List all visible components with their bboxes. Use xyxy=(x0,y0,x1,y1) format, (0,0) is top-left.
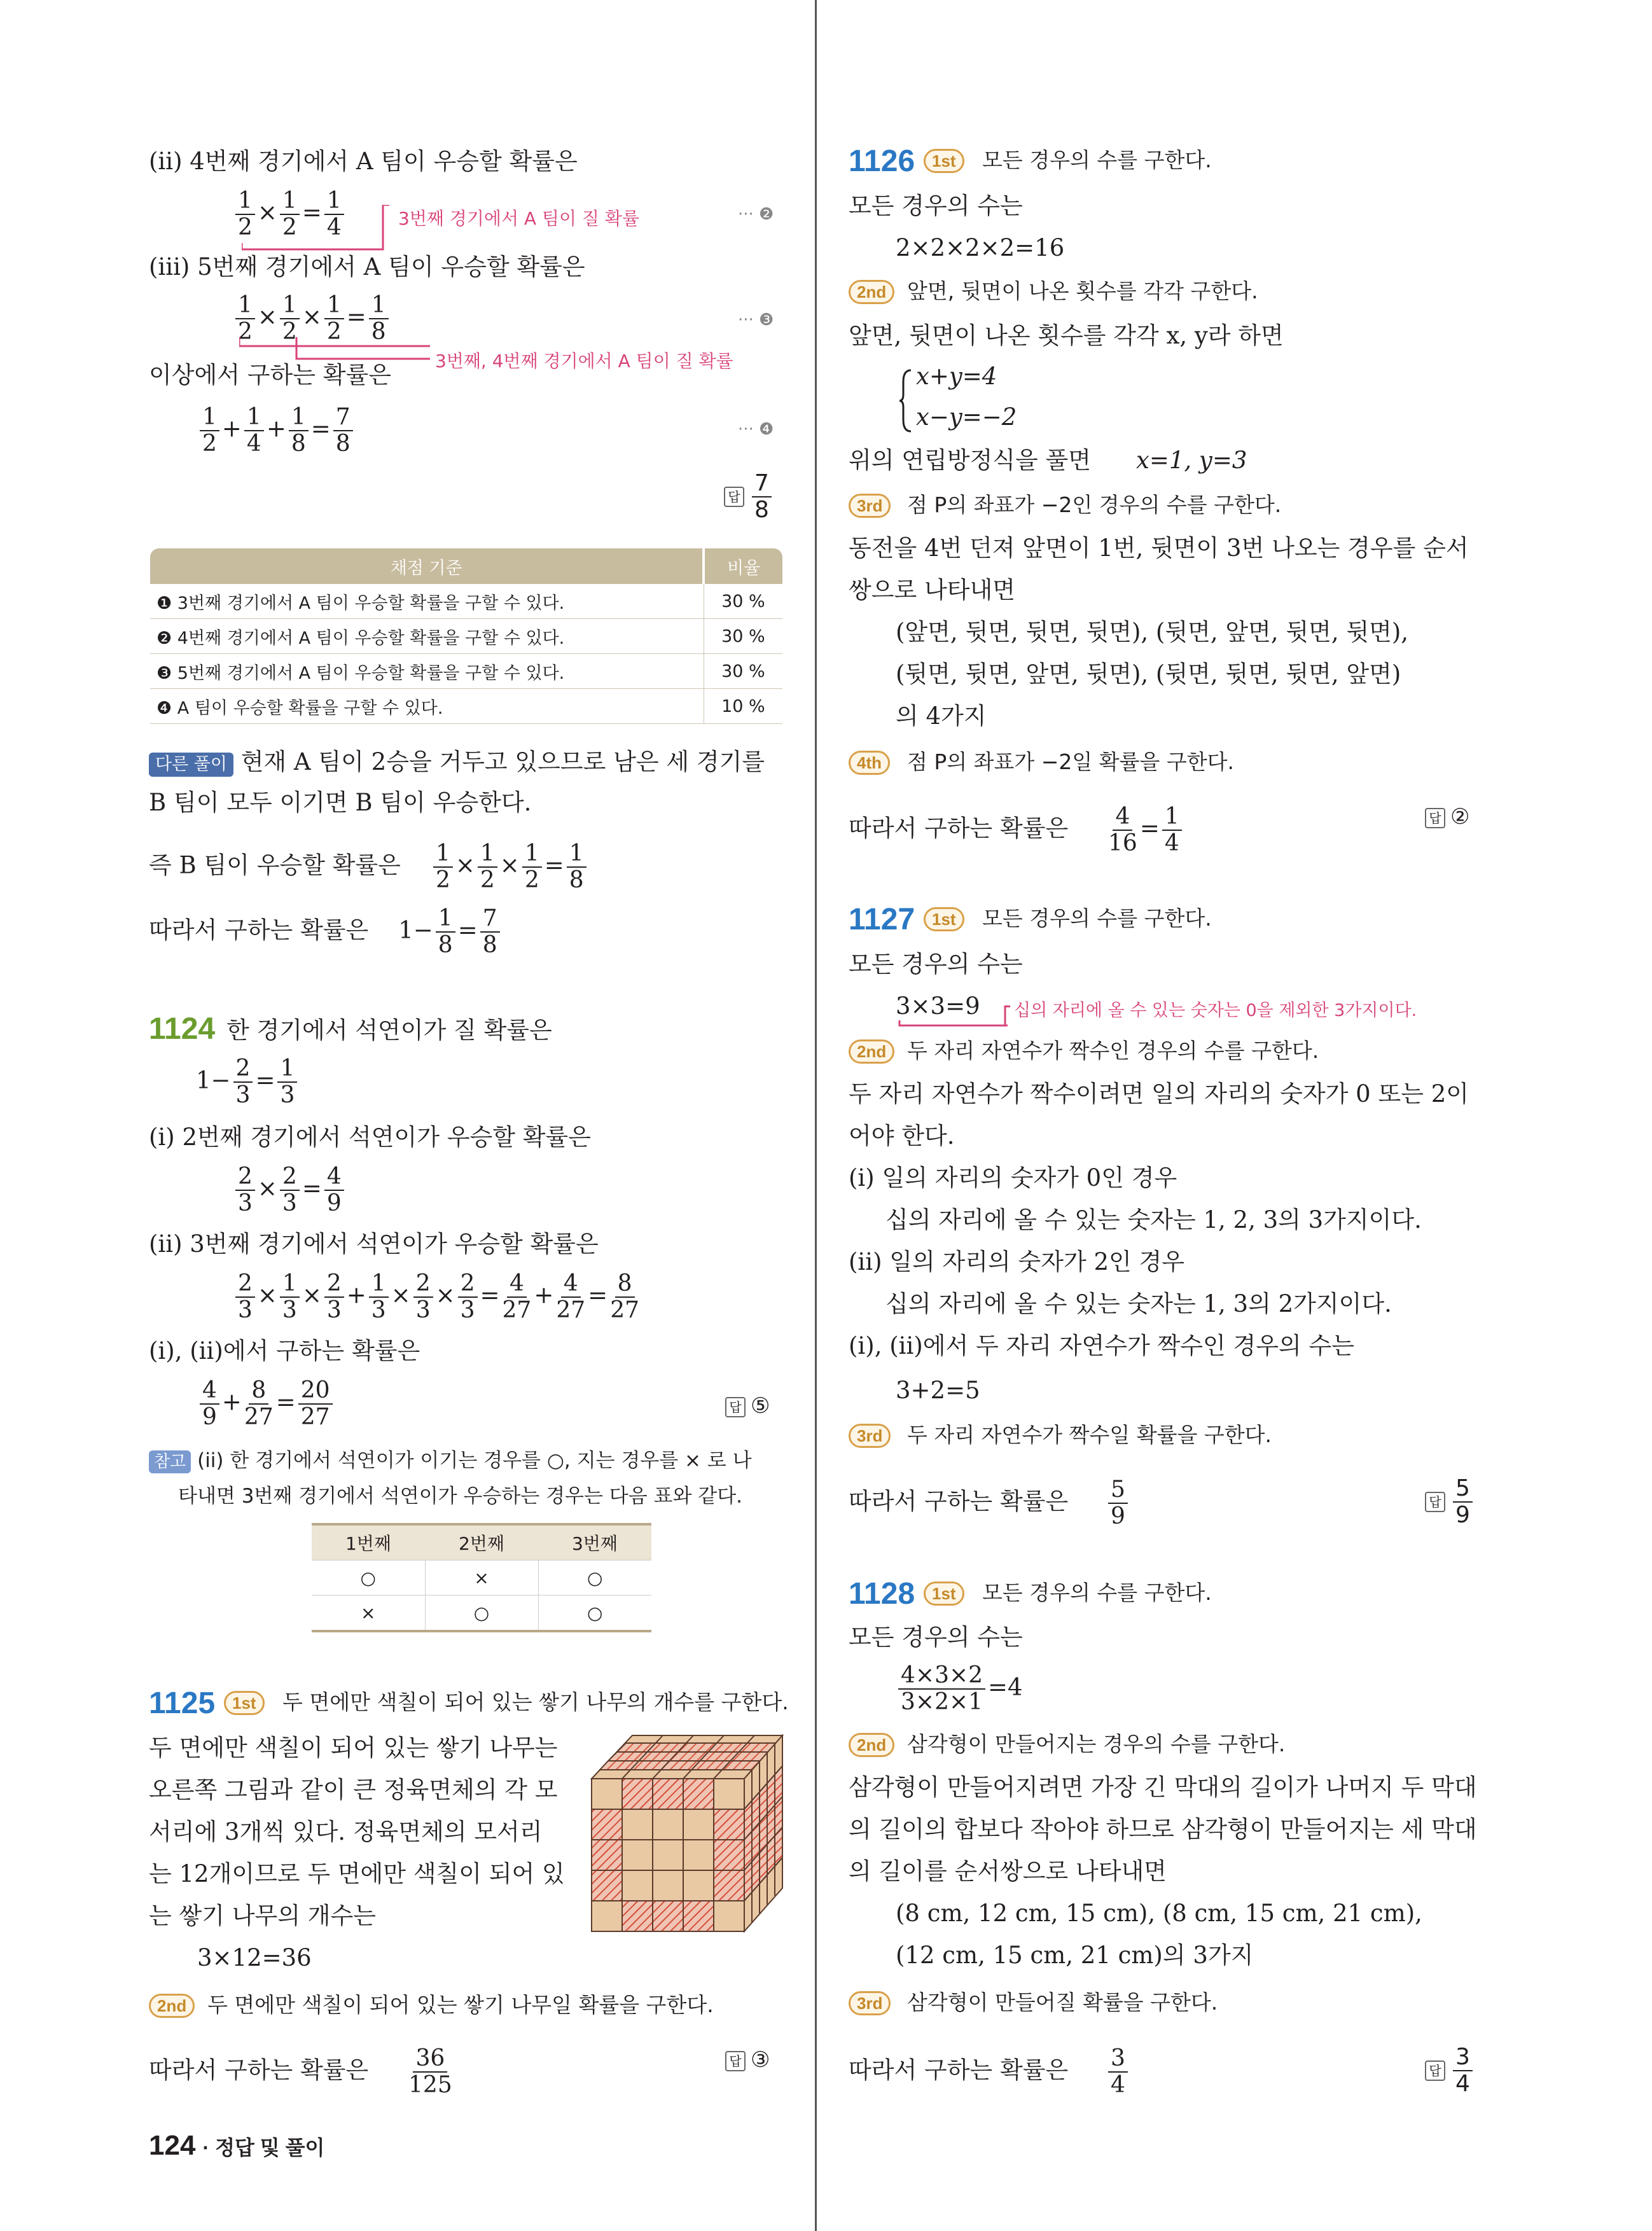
step-tag: 3rd xyxy=(849,1991,891,2015)
problem-number: 1128 xyxy=(849,1577,915,1611)
step-tag: 2nd xyxy=(849,1733,894,1757)
text-line: (iii) 5번째 경기에서 A 팀이 우승할 확률은 xyxy=(149,253,585,281)
alt-solution-line: 다른 풀이 현재 A 팀이 2승을 거두고 있으므로 남은 세 경기를 xyxy=(149,748,765,777)
step-title: 앞면, 뒷면이 나온 횟수를 각각 구한다. xyxy=(907,279,1258,303)
footer-label: · 정답 및 풀이 xyxy=(202,2136,325,2159)
text-line: 의 길이를 순서쌍으로 나타내면 xyxy=(849,1858,1167,1885)
step-title: 두 면에만 색칠이 되어 있는 쌓기 나무의 개수를 구한다. xyxy=(282,1690,789,1714)
text-line: (ii) 4번째 경기에서 A 팀이 우승할 확률은 xyxy=(149,148,578,175)
step-tag: 3rd xyxy=(849,494,891,518)
alt-solution-badge: 다른 풀이 xyxy=(149,753,233,777)
equation: 3×3=9 xyxy=(896,992,980,1020)
equation: $\frac{4\times 3\times 2}{3\times 2\times 1}$ =4 xyxy=(896,1663,1023,1715)
step-tag: 1st xyxy=(924,149,964,173)
criteria-row: ❸ 5번째 경기에서 A 팀이 우승할 확률을 구할 수 있다. xyxy=(150,654,704,689)
annotation-note: 3번째, 4번째 경기에서 A 팀이 질 확률 xyxy=(435,351,733,372)
text-line: 십의 자리에 올 수 있는 숫자는 1, 2, 3의 3가지이다. xyxy=(885,1206,1422,1234)
text-line: 따라서 구하는 확률은 $\frac{4}{16}$ = $\frac{1}{4}$ xyxy=(849,804,1184,856)
step-marker: ··· ❹ xyxy=(738,420,774,439)
step-tag: 4th xyxy=(849,751,890,775)
text-line: 삼각형이 만들어지려면 가장 긴 막대의 길이가 나머지 두 막대 xyxy=(849,1774,1477,1801)
step-tag: 1st xyxy=(224,1691,265,1715)
text-line: (앞면, 뒷면, 뒷면, 뒷면), (뒷면, 앞면, 뒷면, 뒷면), xyxy=(896,618,1409,646)
annotation-note: 3번째 경기에서 A 팀이 질 확률 xyxy=(398,208,639,229)
answer-icon: 답 xyxy=(1425,2061,1445,2081)
text-line: 십의 자리에 올 수 있는 숫자는 1, 3의 2가지이다. xyxy=(885,1290,1392,1317)
reference-badge: 참고 xyxy=(149,1450,191,1473)
step-title: 점 P의 좌표가 −2인 경우의 수를 구한다. xyxy=(907,492,1282,517)
text-line: 의 길이의 합보다 작아야 하므로 삼각형이 만들어지는 세 막대 xyxy=(849,1816,1477,1843)
criteria-head: 채점 기준 xyxy=(150,548,704,584)
answer: 답 $\frac{7}{8}$ xyxy=(724,471,774,523)
text-line: 모든 경우의 수는 xyxy=(849,1623,1023,1651)
step-tag: 1st xyxy=(924,907,964,931)
answer: 답 ⑤ xyxy=(725,1393,770,1419)
step-title: 모든 경우의 수를 구한다. xyxy=(982,1580,1212,1605)
annotation-bracket xyxy=(242,205,394,256)
equation: 2×2×2×2=16 xyxy=(896,234,1065,261)
answer-icon: 답 xyxy=(725,2051,746,2071)
text-line: (i), (ii)에서 두 자리 자연수가 짝수인 경우의 수는 xyxy=(849,1332,1354,1359)
text-line: 는 쌓기 나무의 개수는 xyxy=(149,1902,376,1929)
text-line: 서리에 3개씩 있다. 정육면체의 모서리 xyxy=(149,1818,543,1845)
step-title: 모든 경우의 수를 구한다. xyxy=(982,148,1212,172)
equation: 3×12=36 xyxy=(197,1944,312,1971)
text-line: (뒷면, 뒷면, 앞면, 뒷면), (뒷면, 뒷면, 뒷면, 앞면) xyxy=(896,660,1401,688)
answer: 답 $\frac{3}{4}$ xyxy=(1425,2045,1475,2097)
step-tag: 1st xyxy=(924,1581,964,1606)
text-line: 쌍으로 나타내면 xyxy=(849,576,1015,604)
equation: $\frac{2}{3}$ × $\frac{2}{3}$ = $\frac{4}{9}$ xyxy=(233,1164,347,1216)
text-line: 즉 B 팀이 우승할 확률은 $\frac{1}{2}$ × $\frac{1}{2}$ × $\frac{1}{2}$ = $\frac{1}{8}$ xyxy=(149,841,589,893)
step-title: 두 자리 자연수가 짝수일 확률을 구한다. xyxy=(907,1422,1272,1447)
annotation-note: 십의 자리에 올 수 있는 숫자는 0을 제외한 3가지이다. xyxy=(1014,1001,1417,1020)
text-line: (i) 일의 자리의 숫자가 0인 경우 xyxy=(849,1164,1177,1192)
answer-icon: 답 xyxy=(725,1397,746,1417)
text-line: 어야 한다. xyxy=(849,1122,955,1150)
criteria-row: ❹ A 팀이 우승할 확률을 구할 수 있다. xyxy=(150,689,704,724)
equation: $\frac{4}{9}$ + $\frac{8}{27}$ = $\frac{20}{27}$ xyxy=(197,1378,335,1430)
column-divider xyxy=(815,0,817,2231)
equation: 1− $\frac{2}{3}$ = $\frac{1}{3}$ xyxy=(196,1056,300,1108)
equation: x−y=−2 xyxy=(916,403,1017,431)
text-line: 따라서 구하는 확률은 $\frac{36}{125}$ xyxy=(149,2045,452,2098)
step-marker: ··· ❷ xyxy=(738,205,774,224)
step-title: 점 P의 좌표가 −2일 확률을 구한다. xyxy=(907,749,1235,774)
text-line: B 팀이 모두 이기면 B 팀이 우승한다. xyxy=(149,789,532,816)
step-title: 두 면에만 색칠이 되어 있는 쌓기 나무일 확률을 구한다. xyxy=(207,1992,714,2017)
text-line: (8 cm, 12 cm, 15 cm), (8 cm, 15 cm, 21 cm), xyxy=(896,1900,1422,1927)
text-line: 따라서 구하는 확률은 1− $\frac{1}{8}$ = $\frac{7}{8}$ xyxy=(149,906,503,958)
step-tag: 2nd xyxy=(849,280,894,304)
problem-number: 1124 xyxy=(149,1012,216,1046)
text-line: 모든 경우의 수는 xyxy=(849,950,1023,978)
text-line: 오른쪽 그림과 같이 큰 정육면체의 각 모 xyxy=(149,1776,558,1804)
criteria-row: ❷ 4번째 경기에서 A 팀이 우승할 확률을 구할 수 있다. xyxy=(150,619,704,654)
problem-number: 1127 xyxy=(849,903,915,936)
text-line: 두 면에만 색칠이 되어 있는 쌓기 나무는 xyxy=(149,1734,558,1762)
equation: x+y=4 xyxy=(916,363,997,390)
text-line: 타내면 3번째 경기에서 석연이가 우승하는 경우는 다음 표와 같다. xyxy=(178,1485,743,1508)
system-brace xyxy=(898,369,913,433)
reference-line: 참고 (ii) 한 경기에서 석연이가 이기는 경우를 ○, 지는 경우를 × 로 나 xyxy=(149,1447,752,1475)
criteria-table: 채점 기준 비율 ❶ 3번째 경기에서 A 팀이 우승할 확률을 구할 수 있다. 30 % ❷ 4번째 경기에서 A 팀이 우승할 확률을 구할 수 있다. 30 % ❸ 5번째 경기에서 A 팀이 우승할 확률을 구할 수 있다. 30 % ❹ A 팀이 우승할 확률을 구할 수 있다. 10 % xyxy=(150,548,782,724)
equation: 3+2=5 xyxy=(896,1377,980,1404)
text-line: 동전을 4번 던져 앞면이 1번, 뒷면이 3번 나오는 경우를 순서 xyxy=(849,534,1469,562)
answer: 답 ② xyxy=(1425,804,1469,830)
step-tag: 3rd xyxy=(849,1424,891,1448)
answer-icon: 답 xyxy=(1425,808,1445,828)
page-footer xyxy=(149,2130,324,2162)
criteria-row: ❶ 3번째 경기에서 A 팀이 우승할 확률을 구할 수 있다. xyxy=(150,584,704,619)
text-line: 의 4가지 xyxy=(896,702,987,730)
problem-number: 1125 xyxy=(149,1686,216,1720)
step-title: 두 자리 자연수가 짝수인 경우의 수를 구한다. xyxy=(907,1038,1319,1063)
text-line: (i) 2번째 경기에서 석연이가 우승할 확률은 xyxy=(149,1123,591,1151)
outcome-table: 1번째 2번째 3번째 ○ × ○ × ○ ○ xyxy=(312,1523,651,1632)
answer: 답 $\frac{5}{9}$ xyxy=(1425,1476,1475,1528)
step-tag: 2nd xyxy=(849,1039,894,1064)
answer-icon: 답 xyxy=(1425,1492,1445,1512)
annotation-bracket xyxy=(896,1003,1010,1028)
text-line: 두 자리 자연수가 짝수이려면 일의 자리의 숫자가 0 또는 2이 xyxy=(849,1080,1469,1108)
problem-number: 1126 xyxy=(849,144,915,178)
text-line: 이상에서 구하는 확률은 xyxy=(149,361,391,389)
text-line: 따라서 구하는 확률은 $\frac{5}{9}$ xyxy=(849,1477,1130,1529)
criteria-head-pct: 비율 xyxy=(704,548,782,584)
step-tag: 2nd xyxy=(149,1994,195,2018)
cube-figure xyxy=(589,1733,785,1934)
equation: $\frac{1}{2}$ × $\frac{1}{2}$ = $\frac{1}{4}$ xyxy=(233,188,347,240)
text-line: (12 cm, 15 cm, 21 cm)의 3가지 xyxy=(896,1942,1254,1969)
step-marker: ··· ❸ xyxy=(738,310,774,330)
text-line: 앞면, 뒷면이 나온 횟수를 각각 x, y라 하면 xyxy=(849,322,1284,349)
text-line: 모든 경우의 수는 xyxy=(849,192,1023,219)
equation: $\frac{1}{2}$ + $\frac{1}{4}$ + $\frac{1}{8}$ = $\frac{7}{8}$ xyxy=(197,405,356,457)
page-number: 124 xyxy=(149,2130,196,2161)
text-line: 따라서 구하는 확률은 $\frac{3}{4}$ xyxy=(849,2046,1130,2098)
text-line: (i), (ii)에서 구하는 확률은 xyxy=(149,1337,420,1365)
equation: $\frac{2}{3}$ × $\frac{1}{3}$ × $\frac{2}{3}$ + $\frac{1}{3}$ × $\frac{2}{3}$ × $\frac{2}{3}$ = $\frac{4}{27}$ + $\frac{4}{27}$ = $\frac{8}{27}$ xyxy=(233,1271,642,1323)
step-title: 삼각형이 만들어지는 경우의 수를 구한다. xyxy=(907,1732,1286,1756)
answer-icon: 답 xyxy=(724,487,744,507)
text-line: (ii) 일의 자리의 숫자가 2인 경우 xyxy=(849,1248,1185,1275)
text-line: (ii) 3번째 경기에서 석연이가 우승할 확률은 xyxy=(149,1230,599,1258)
equation: x=1, y=3 xyxy=(1136,447,1247,474)
step-title: 삼각형이 만들어질 확률을 구한다. xyxy=(907,1990,1218,2015)
equation: $\frac{1}{2}$ × $\frac{1}{2}$ × $\frac{1}{2}$ = $\frac{1}{8}$ xyxy=(233,293,391,345)
text-line: 위의 연립방정식을 풀면 xyxy=(849,447,1091,474)
text-line: 는 12개이므로 두 면에만 색칠이 되어 있 xyxy=(149,1860,565,1887)
text-line: 한 경기에서 석연이가 질 확률은 xyxy=(226,1017,552,1044)
answer: 답 ③ xyxy=(725,2047,770,2073)
step-title: 모든 경우의 수를 구한다. xyxy=(982,906,1212,931)
